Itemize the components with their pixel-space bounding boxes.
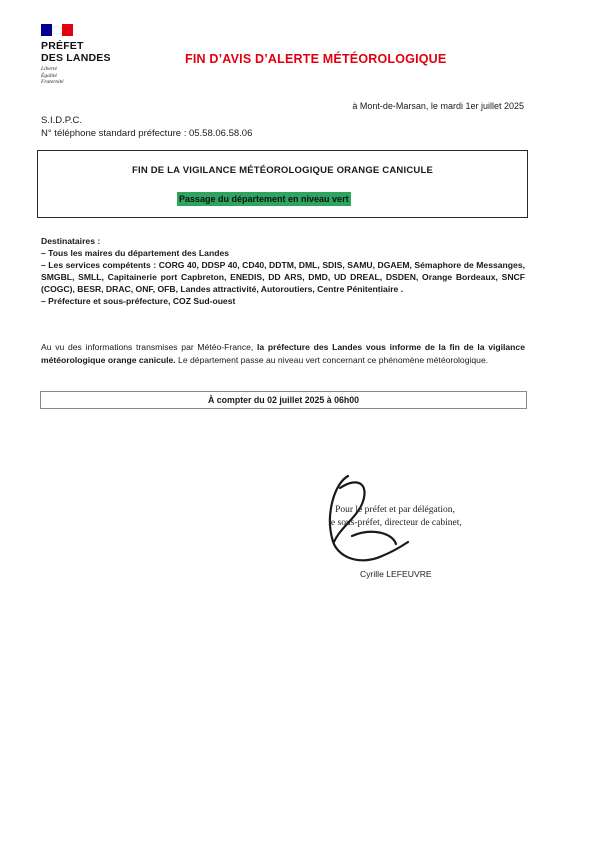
- motto-liberte: Liberté: [41, 66, 57, 72]
- signatory-name: Cyrille LEFEUVRE: [360, 569, 432, 579]
- recipients-label: Destinataires :: [41, 236, 101, 246]
- recipient-item: – Tous les maires du département des Landes: [41, 248, 230, 258]
- body-outro: Le département passe au niveau vert concernant ce phénomène météorologique.: [175, 354, 489, 365]
- document-title: FIN D’AVIS D’ALERTE MÉTÉOROLOGIQUE: [185, 52, 447, 66]
- logo-line-2: DES LANDES: [41, 52, 111, 64]
- prefecture-logo: [41, 24, 131, 86]
- motto-egalite: Égalité: [41, 72, 57, 79]
- recipients: [41, 235, 525, 307]
- recipient-item: – Les services compétents : CORG 40, DDSP 40, CD40, DDTM, DML, SDIS, SAMU, DGAEM, Sémaphore de Messanges, SMGBL, SMLL, Capitainerie port Capbreton, ENEDIS, DD ARS, DMD, UD DREAL, DSDEN, Orange Bordeaux, SNCF (COGC), BESR, DRAC, ONF, OFB, Landes attractivité, Autoroutiers, Centre Pénitentiaire .: [41, 260, 525, 294]
- body-bold: la préfecture des Landes vous informe de la fin de la vigilance météorologique orange canicule.: [41, 342, 525, 365]
- logo-line-1: PRÉFET: [41, 40, 84, 52]
- alert-box: [37, 150, 528, 218]
- marianne-flag-icon: [41, 24, 73, 36]
- body-intro: Au vu des informations transmises par Météo-France,: [41, 342, 257, 352]
- signature-line-2: le sous-préfet, directeur de cabinet,: [328, 518, 462, 528]
- phone-number: N° téléphone standard préfecture : 05.58.06.58.06: [41, 128, 253, 139]
- effective-date-box: À compter du 02 juillet 2025 à 06h00: [40, 391, 527, 409]
- signature-line-1: Pour le préfet et par délégation,: [335, 505, 455, 515]
- motto-fraternite: Fraternité: [41, 79, 64, 85]
- level-badge: Passage du département en niveau vert: [179, 194, 349, 204]
- service-name: S.I.D.P.C.: [41, 115, 83, 126]
- place-date: à Mont-de-Marsan, le mardi 1er juillet 2025: [352, 101, 524, 111]
- recipient-item: – Préfecture et sous-préfecture, COZ Sud-ouest: [41, 296, 236, 306]
- body-paragraph: [41, 341, 525, 366]
- alert-heading: FIN DE LA VIGILANCE MÉTÉOROLOGIQUE ORANGE CANICULE: [132, 165, 433, 176]
